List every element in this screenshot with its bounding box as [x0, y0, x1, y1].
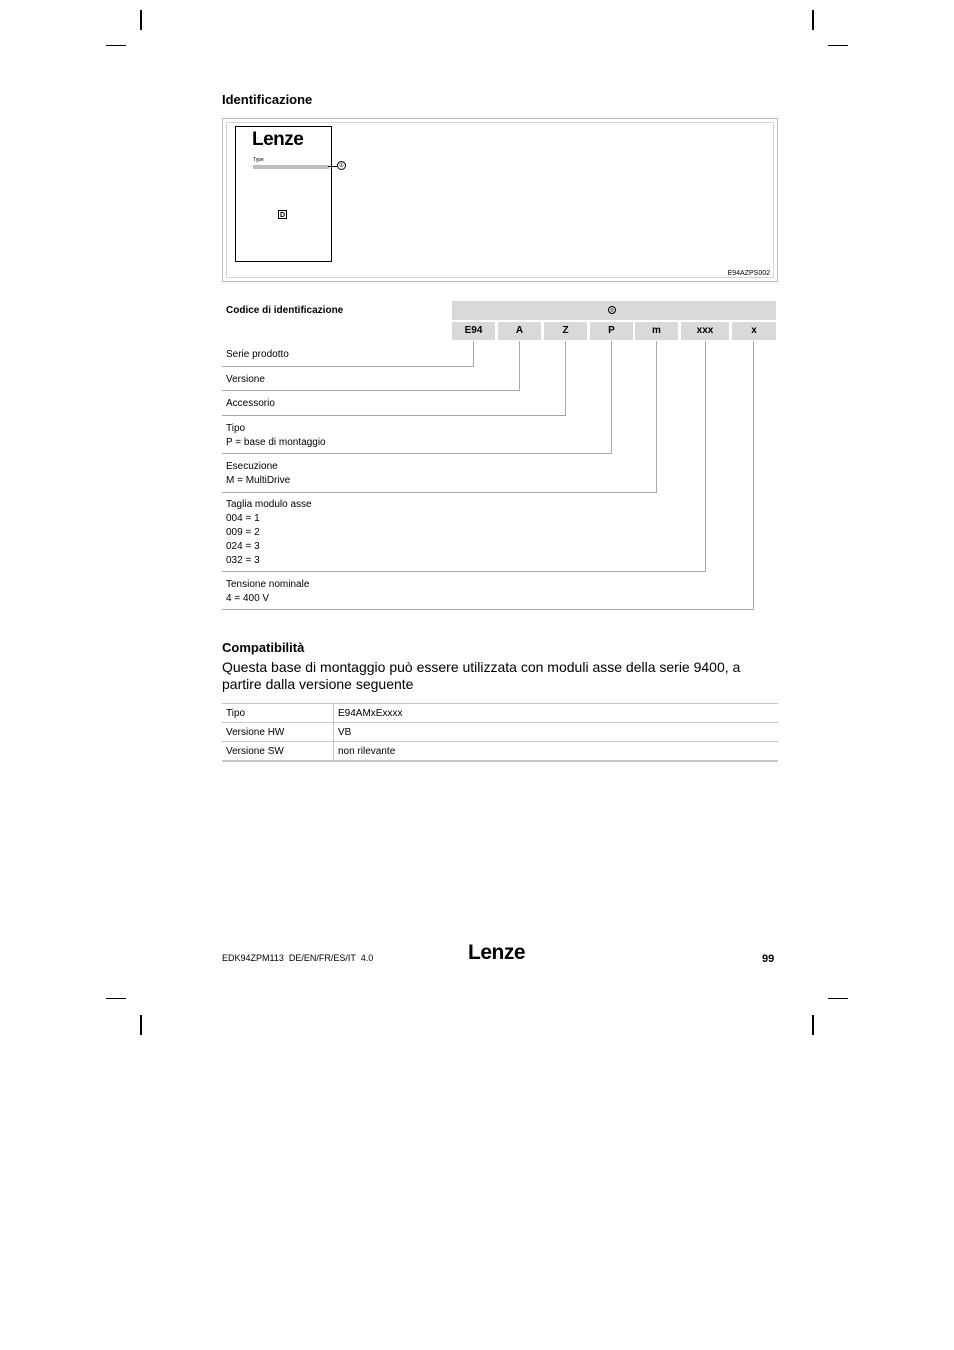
- leader-line: [611, 341, 612, 453]
- type-field: [253, 165, 329, 169]
- crop-mark: [828, 998, 848, 999]
- table-cell: Tipo: [222, 704, 334, 723]
- page-number: 99: [762, 953, 775, 965]
- crop-mark: [106, 45, 126, 46]
- crop-mark: [828, 45, 848, 46]
- table-row: [222, 723, 778, 742]
- lenze-logo: Lenze: [252, 129, 304, 150]
- leader-line: [473, 341, 474, 366]
- code-label: Taglia modulo asse 004 = 1 009 = 2 024 = 3 032 = 3: [226, 499, 312, 566]
- code-label: Serie prodotto: [226, 349, 289, 360]
- leader-line: [222, 609, 754, 610]
- table-cell: non rilevante: [334, 742, 779, 762]
- crop-mark: [106, 998, 126, 999]
- code-segment: Z: [544, 322, 587, 340]
- table-cell: E94AMxExxxx: [334, 704, 779, 723]
- nameplate: [235, 126, 332, 262]
- table-row: [222, 742, 778, 762]
- leader-line: [222, 492, 657, 493]
- code-segment: E94: [452, 322, 495, 340]
- footer-logo: Lenze: [468, 941, 526, 964]
- code-label: Esecuzione M = MultiDrive: [226, 461, 291, 486]
- callout-marker: ①: [338, 163, 345, 169]
- leader-line: [222, 571, 706, 572]
- identification-heading: Identificazione: [222, 92, 313, 107]
- table-cell: VB: [334, 723, 779, 742]
- leader-line: [656, 341, 657, 492]
- code-label: Tipo P = base di montaggio: [226, 423, 326, 448]
- table-cell: Versione HW: [222, 723, 334, 742]
- leader-line: [222, 453, 612, 454]
- crop-mark: [812, 1015, 814, 1035]
- leader-line: [222, 415, 566, 416]
- callout-line: [328, 166, 337, 167]
- d-marker: D: [279, 212, 286, 219]
- code-segment: P: [590, 322, 633, 340]
- leader-line: [753, 341, 754, 609]
- code-segment: m: [635, 322, 678, 340]
- code-label: Tensione nominale 4 = 400 V: [226, 579, 310, 604]
- code-segment: x: [732, 322, 776, 340]
- footer-doc-id: EDK94ZPM113 DE/EN/FR/ES/IT 4.0: [222, 953, 374, 963]
- type-label: Type: [253, 157, 264, 163]
- compatibility-text: Questa base di montaggio può essere utilizzata con moduli asse della serie 9400, a partire dalla versione seguente: [222, 659, 741, 692]
- leader-line: [222, 366, 474, 367]
- leader-line: [222, 390, 520, 391]
- code-segment: A: [498, 322, 541, 340]
- leader-line: [705, 341, 706, 571]
- leader-line: [565, 341, 566, 415]
- crop-mark: [140, 10, 142, 30]
- code-marker: ①: [609, 308, 615, 314]
- code-title: Codice di identificazione: [226, 305, 344, 316]
- table-cell: Versione SW: [222, 742, 334, 762]
- crop-mark: [812, 10, 814, 30]
- crop-mark: [140, 1015, 142, 1035]
- code-segment: xxx: [681, 322, 729, 340]
- table-row: [222, 704, 778, 723]
- code-label: Versione: [226, 374, 265, 385]
- compatibility-heading: Compatibilità: [222, 640, 305, 655]
- compatibility-table: [222, 703, 778, 762]
- leader-line: [519, 341, 520, 390]
- code-label: Accessorio: [226, 398, 275, 409]
- figure-id: E94AZPS002: [727, 270, 770, 277]
